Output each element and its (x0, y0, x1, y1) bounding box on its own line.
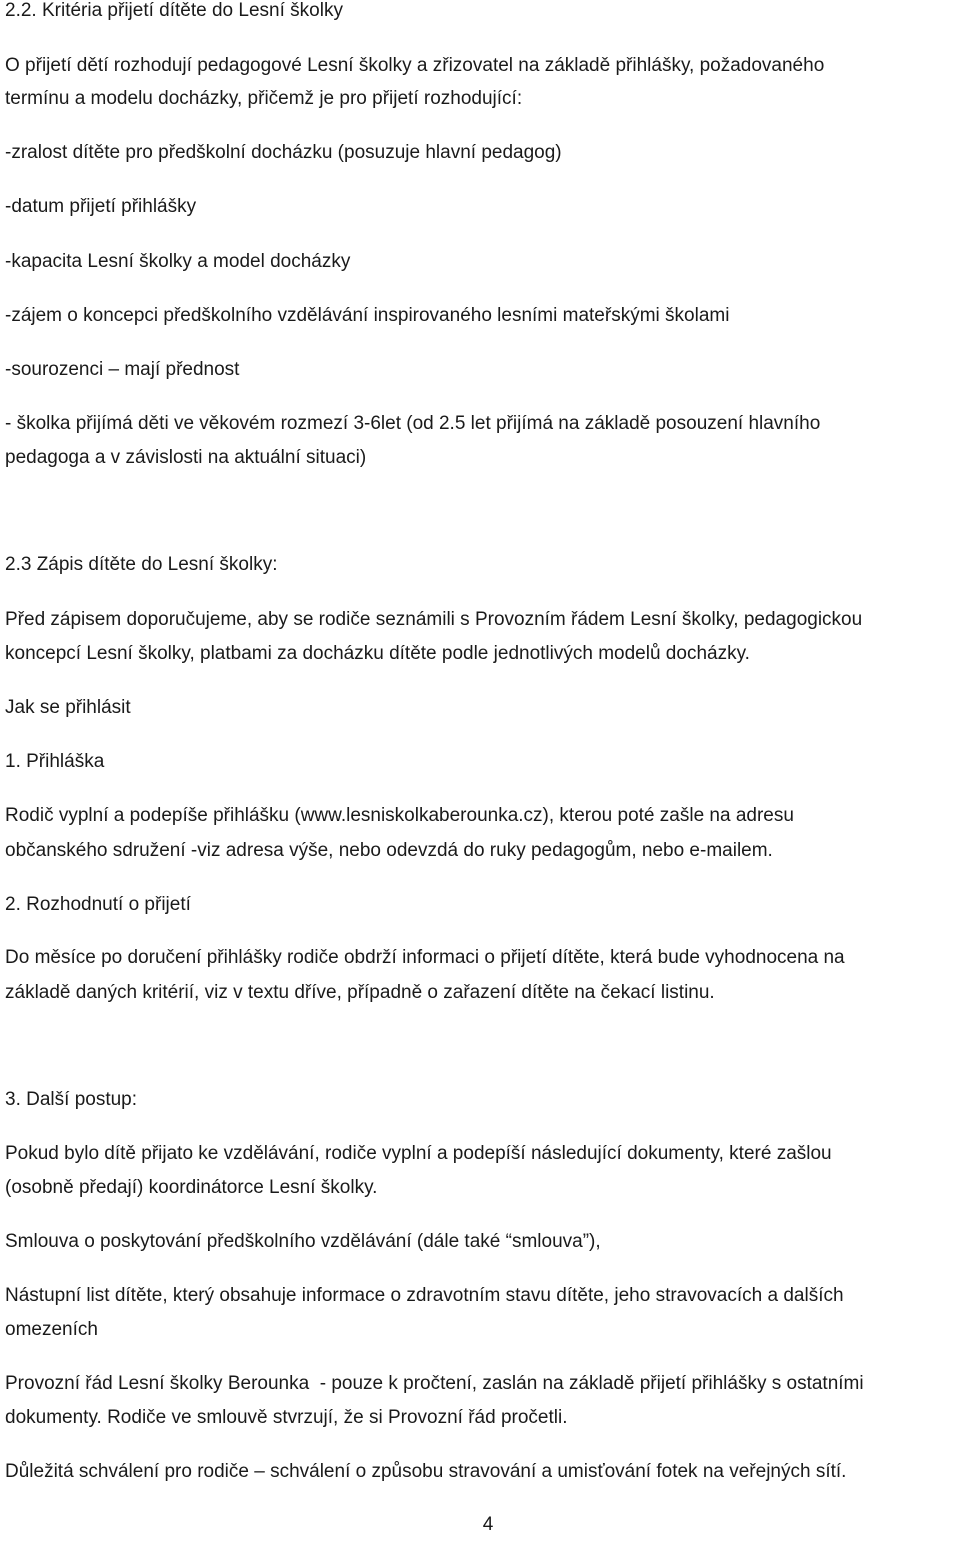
criteria-item: - školka přijímá děti ve věkovém rozmezí 3-6let (od 2.5 let přijímá na základě posouzení hlavního (5, 413, 821, 434)
paragraph-line: Pokud bylo dítě přijato ke vzdělávání, rodiče vyplní a podepíší následující dokumenty, které zašlou (5, 1143, 832, 1164)
paragraph-line: koncepcí Lesní školky, platbami za docházku dítěte podle jednotlivých modelů docházky. (5, 643, 750, 664)
section-heading-enrollment: 2.3 Zápis dítěte do Lesní školky: (5, 554, 278, 575)
document-item: Důležitá schválení pro rodiče – schválení o způsobu stravování a umisťování fotek na veřejných sítí. (5, 1461, 847, 1482)
step-heading: 2. Rozhodnutí o přijetí (5, 894, 191, 915)
paragraph-line: základě daných kritérií, viz v textu dříve, případně o zařazení dítěte na čekací listinu. (5, 982, 715, 1003)
paragraph-line: O přijetí dětí rozhodují pedagogové Lesní školky a zřizovatel na základě přihlášky, požadovaného (5, 55, 825, 76)
paragraph-line: Do měsíce po doručení přihlášky rodiče obdrží informaci o přijetí dítěte, která bude vyhodnocena na (5, 947, 845, 968)
criteria-item: -zralost dítěte pro předškolní docházku (posuzuje hlavní pedagog) (5, 142, 562, 163)
page-number: 4 (482, 1514, 494, 1535)
criteria-item: pedagoga a v závislosti na aktuální situaci) (5, 447, 367, 468)
paragraph-line: Rodič vyplní a podepíše přihlášku (www.lesniskolkaberounka.cz), kterou poté zašle na adresu (5, 805, 794, 826)
step-heading: 3. Další postup: (5, 1089, 138, 1110)
document-item: omezeních (5, 1319, 98, 1340)
subheading: Jak se přihlásit (5, 697, 131, 718)
step-heading: 1. Přihláška (5, 751, 105, 772)
criteria-item: -datum přijetí přihlášky (5, 196, 197, 217)
document-item: Smlouva o poskytování předškolního vzdělávání (dále také “smlouva”), (5, 1231, 601, 1252)
criteria-item: -zájem o koncepci předškolního vzdělávání inspirovaného lesními mateřskými školami (5, 305, 730, 326)
section-heading-criteria: 2.2. Kritéria přijetí dítěte do Lesní školky (5, 0, 343, 21)
criteria-item: -kapacita Lesní školky a model docházky (5, 251, 351, 272)
criteria-item: -sourozenci – mají přednost (5, 359, 240, 380)
paragraph-line: termínu a modelu docházky, přičemž je pro přijetí rozhodující: (5, 88, 523, 109)
paragraph-line: občanského sdružení -viz adresa výše, nebo odevzdá do ruky pedagogům, nebo e-mailem. (5, 840, 773, 861)
paragraph-line: Před zápisem doporučujeme, aby se rodiče seznámili s Provozním řádem Lesní školky, pedagogickou (5, 609, 863, 630)
document-item: Provozní řád Lesní školky Berounka - pouze k pročtení, zaslán na základě přijetí přihlášky s ostatními (5, 1373, 864, 1394)
document-item: dokumenty. Rodiče ve smlouvě stvrzují, že si Provozní řád pročetli. (5, 1407, 568, 1428)
document-item: Nástupní list dítěte, který obsahuje informace o zdravotním stavu dítěte, jeho stravovacích a dalších (5, 1285, 844, 1306)
paragraph-line: (osobně předají) koordinátorce Lesní školky. (5, 1177, 378, 1198)
